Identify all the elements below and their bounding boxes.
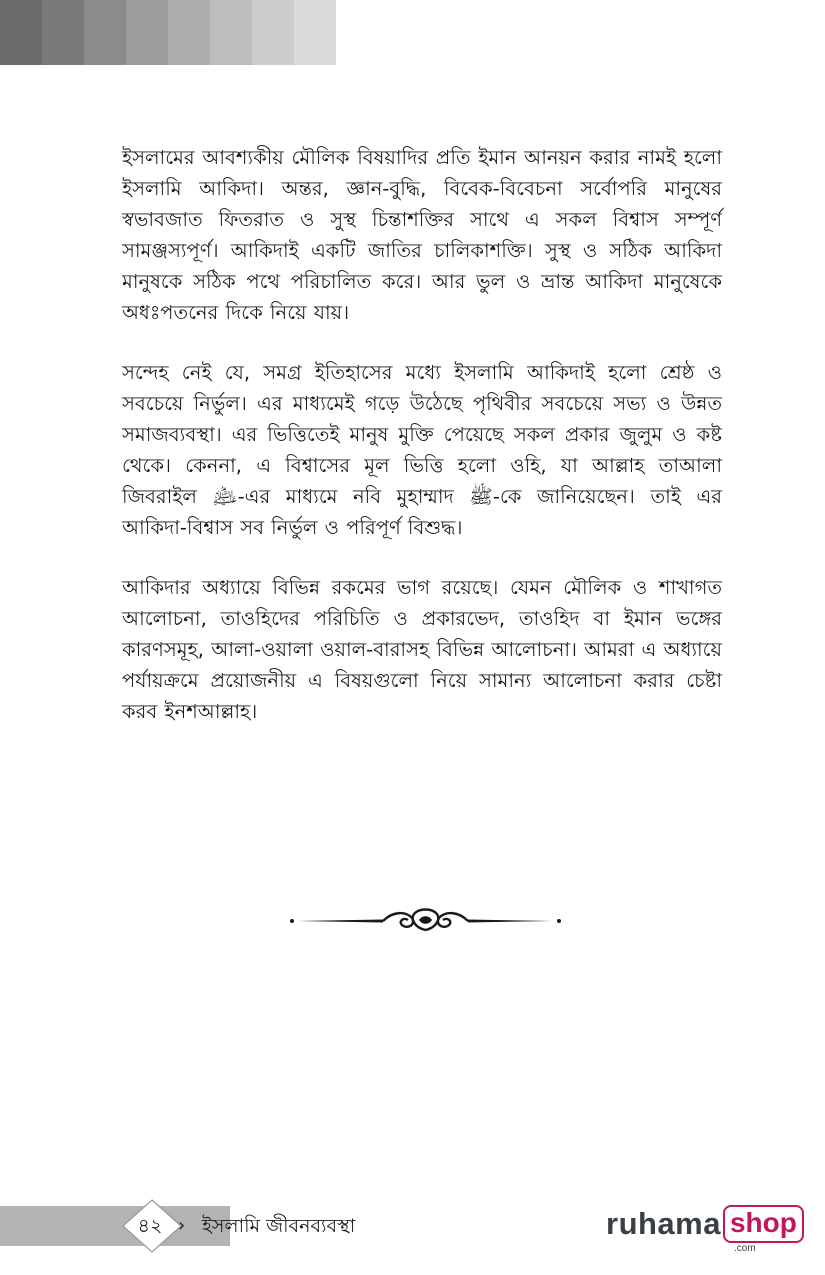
paragraph-3: আকিদার অধ্যায়ে বিভিন্ন রকমের ভাগ রয়েছে। যেমন মৌলিক ও শাখাগত আলোচনা, তাওহিদের পরিচিতি ও প্রকারভেদ, তাওহিদ বা ইমান ভঙ্গের কারণসমূহ, আলা-ওয়ালা ওয়াল-বারাসহ বিভিন্ন আলোচনা। আমরা এ অধ্যায়ে পর্যায়ক্রমে প্রয়োজনীয় এ বিষয়গুলো নিয়ে সামান্য আলোচনা করার চেষ্টা করব ইনশআল্লাহ। xyxy=(122,576,722,723)
header-bar-6 xyxy=(210,0,252,65)
paragraph-1: ইসলামের আবশ্যকীয় মৌলিক বিষয়াদির প্রতি ইমান আনয়ন করার নামই হলো ইসলামি আকিদা। অন্তর, জ্ঞান-বুদ্ধি, বিবেক-বিবেচনা সর্বোপরি মানুষের স্বভাবজাত ফিতরাত ও সুস্থ চিন্তাশক্তির সাথে এ সকল বিশ্বাস সম্পূর্ণ সামঞ্জস্যপূর্ণ। আকিদাই একটি জাতির চালিকাশক্তি। সুস্থ ও সঠিক আকিদা মানুষকে সঠিক পথে পরিচালিত করে। আর ভুল ও ভ্রান্ত আকিদা মানুষেকে অধঃপতনের দিকে নিয়ে যায়। xyxy=(122,146,722,324)
header-bar-2 xyxy=(42,0,84,65)
header-bar-1 xyxy=(0,0,42,65)
book-title: ইসলামি জীবনব্যবস্থা xyxy=(202,1215,356,1237)
header-bar-3 xyxy=(84,0,126,65)
header-bar-8 xyxy=(294,0,336,65)
floral-divider-icon xyxy=(288,906,563,936)
paragraph-2: সন্দেহ নেই যে, সমগ্র ইতিহাসের মধ্যে ইসলামি আকিদাই হলো শ্রেষ্ঠ ও সবচেয়ে নির্ভুল। এর মাধ্যমেই গড়ে উঠেছে পৃথিবীর সবচেয়ে সভ্য ও উন্নত সমাজব্যবস্থা। এর ভিত্তিতেই মানুষ মুক্তি পেয়েছে সকল প্রকার জুলুম ও কষ্ট থেকে। কেননা, এ বিশ্বাসের মূল ভিত্তি হলো ওহি, যা আল্লাহ তাআলা জিবরাইল ﵇-এর মাধ্যমে নবি মুহাম্মাদ ﷺ-কে জানিয়েছেন। তাই এর আকিদা-বিশ্বাস সব নির্ভুল ও পরিপূর্ণ বিশুদ্ধ। xyxy=(122,361,722,539)
header-bar-4 xyxy=(126,0,168,65)
header-bar-7 xyxy=(252,0,294,65)
header-bar-5 xyxy=(168,0,210,65)
logo-ruhama-text: ruhama xyxy=(606,1206,721,1241)
ruhamashop-logo xyxy=(606,1204,804,1244)
footer-band xyxy=(0,1206,230,1246)
header-gradient-bars xyxy=(0,0,336,65)
chevron-right-icon: › xyxy=(178,1215,186,1236)
logo-dotcom-text: .com xyxy=(734,1243,756,1254)
logo-shop-text: shop xyxy=(723,1205,804,1243)
page-number: ৪২ xyxy=(137,1215,163,1237)
page-body xyxy=(122,142,722,756)
